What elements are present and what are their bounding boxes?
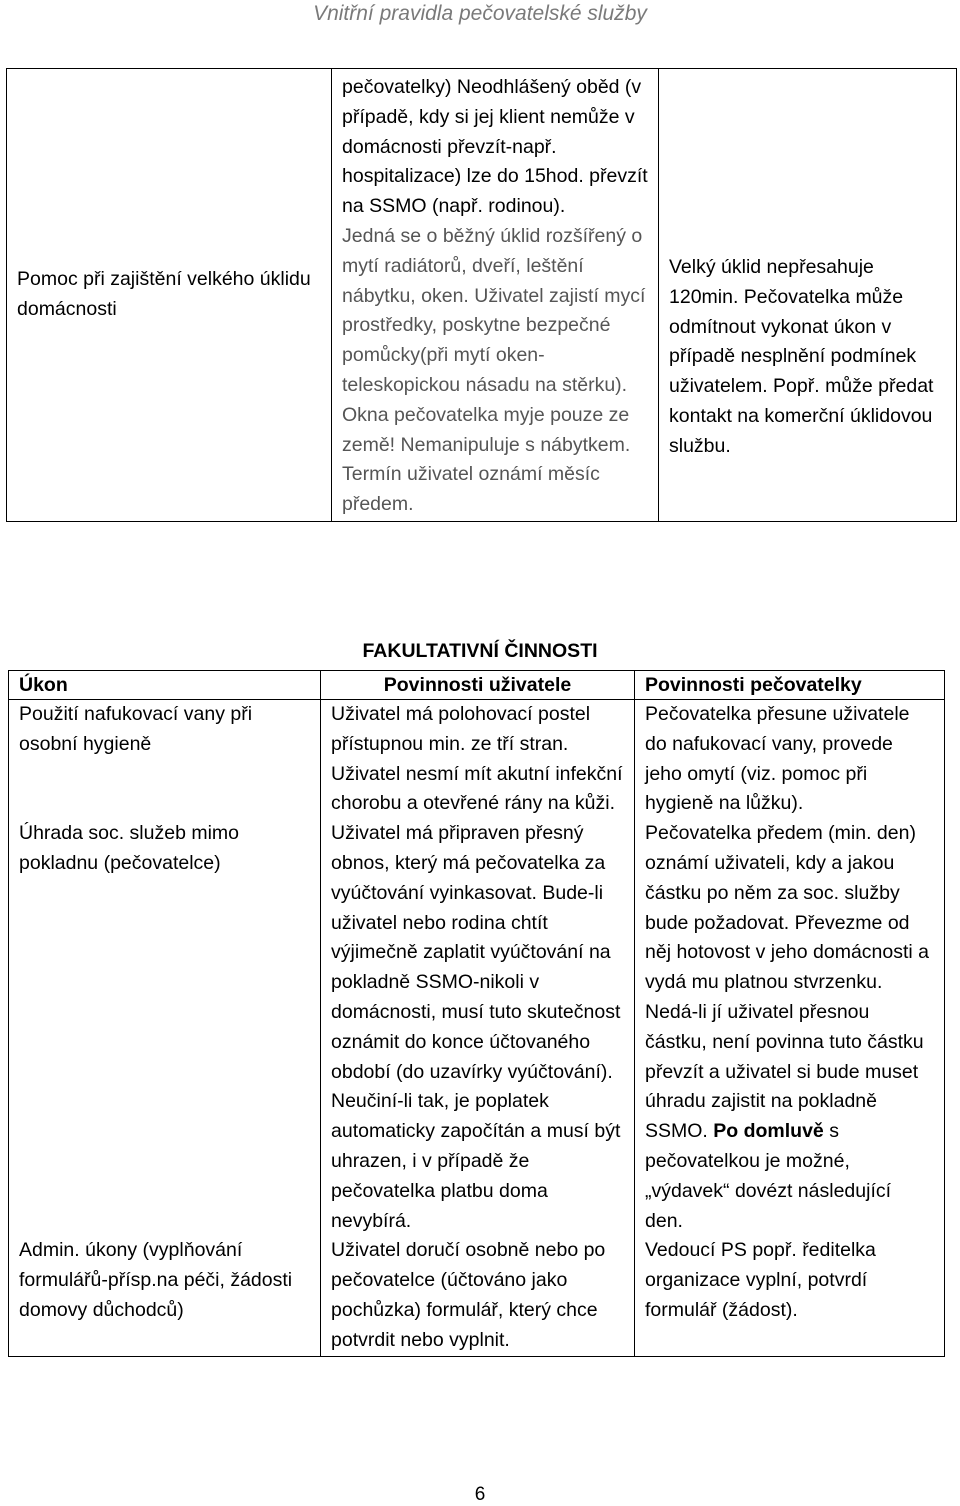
cell-text: Pečovatelka předem (min. den) oznámí uživateli, kdy a jakou částku po něm za soc. služby bude požadovat. Převezme od něj hotovost v jeho domácnosti a vydá mu platnou stvrzenku. Nedá-li jí uživatel přesnou částku, není povinna tuto částku převzít a uživatel si bude muset úhradu zajistit na pokladně SSMO. xyxy=(645,822,930,1143)
table-row xyxy=(7,69,957,522)
cell-pecovatelka: Pečovatelka přesune uživatele do nafukovací vany, provede jeho omytí (viz. pomoc při hygieně na lůžku). xyxy=(635,700,945,820)
cell-uzivatel: Uživatel doručí osobně nebo po pečovatelce (účtováno jako pochůzka) formulář, který chce potvrdit nebo vyplnit. xyxy=(321,1236,635,1356)
cell-uzivatel: Uživatel má polohovací postel přístupnou min. ze tří stran. Uživatel nesmí mít akutní infekční chorobu a otevřené rány na kůži. xyxy=(321,700,635,820)
cell-uzivatel: Uživatel má připraven přesný obnos, který má pečovatelka za vyúčtování vyinkasovat. Bude-li uživatel nebo rodina chtít výjimečně zaplatit vyúčtování na pokladně SSMO-nikoli v domácnosti, musí tuto skutečnost oznámit do konce účtovaného období (do uzavírky vyúčtování). Neučiní-li tak, je poplatek automaticky započítán a musí být uhrazen, i v případě že pečovatelka platbu doma nevybírá. xyxy=(321,819,635,1236)
cell-text-intro: pečovatelky) Neodhlášený oběd (v případě, kdy si jej klient nemůže v domácnosti převzít-např. hospitalizace) lze do 15hod. převzít na SSMO (např. rodinou). xyxy=(342,76,648,218)
top-table xyxy=(6,68,957,522)
table-header-row xyxy=(9,671,945,700)
cell-ukon: Úhrada soc. služeb mimo pokladnu (pečovatelce) xyxy=(9,819,321,1236)
page-number: 6 xyxy=(474,1484,486,1505)
cell-pecovatelka xyxy=(635,819,945,1236)
cell-ukon: Použití nafukovací vany při osobní hygieně xyxy=(9,700,321,820)
service-label: Pomoc při zajištění velkého úklidu domácnosti xyxy=(7,69,332,522)
cell-ukon: Admin. úkony (vyplňování formulářů-přísp.na péči, žádosti domovy důchodců) xyxy=(9,1236,321,1356)
cell-pecovatelka: Vedoucí PS popř. ředitelka organizace vyplní, potvrdí formulář (žádost). xyxy=(635,1236,945,1356)
column-header-ukon: Úkon xyxy=(9,671,321,700)
column-header-uzivatel: Povinnosti uživatele xyxy=(321,671,635,700)
cell-text-bold: Po domluvě xyxy=(713,1120,824,1143)
section-title: FAKULTATIVNÍ ČINNOSTI xyxy=(362,640,598,662)
table-row xyxy=(9,819,945,1236)
fakultativni-table xyxy=(8,670,945,1357)
page-header: Vnitřní pravidla pečovatelské služby xyxy=(313,2,647,25)
table-row xyxy=(9,700,945,820)
cell-text-tail: s pečovatelkou je možné, „výdavek“ dovézt následující den. xyxy=(645,1120,892,1232)
user-duties-cell xyxy=(332,69,659,522)
caregiver-duties-cell: Velký úklid nepřesahuje 120min. Pečovatelka může odmítnout vykonat úkon v případě nesplnění podmínek uživatelem. Popř. může předat kontakt na komerční úklidovou službu. xyxy=(659,69,957,522)
cell-text-main: Jedná se o běžný úklid rozšířený o mytí radiátorů, dveří, leštění nábytku, oken. Uživatel zajistí mycí prostředky, poskytne bezpečné pomůcky(při mytí oken-teleskopickou násadu na stěrku). Okna pečovatelka myje pouze ze země! Nemanipuluje s nábytkem. Termín uživatel oznámí měsíc předem. xyxy=(342,224,646,516)
column-header-pecovatelka: Povinnosti pečovatelky xyxy=(635,671,945,700)
table-row xyxy=(9,1236,945,1356)
